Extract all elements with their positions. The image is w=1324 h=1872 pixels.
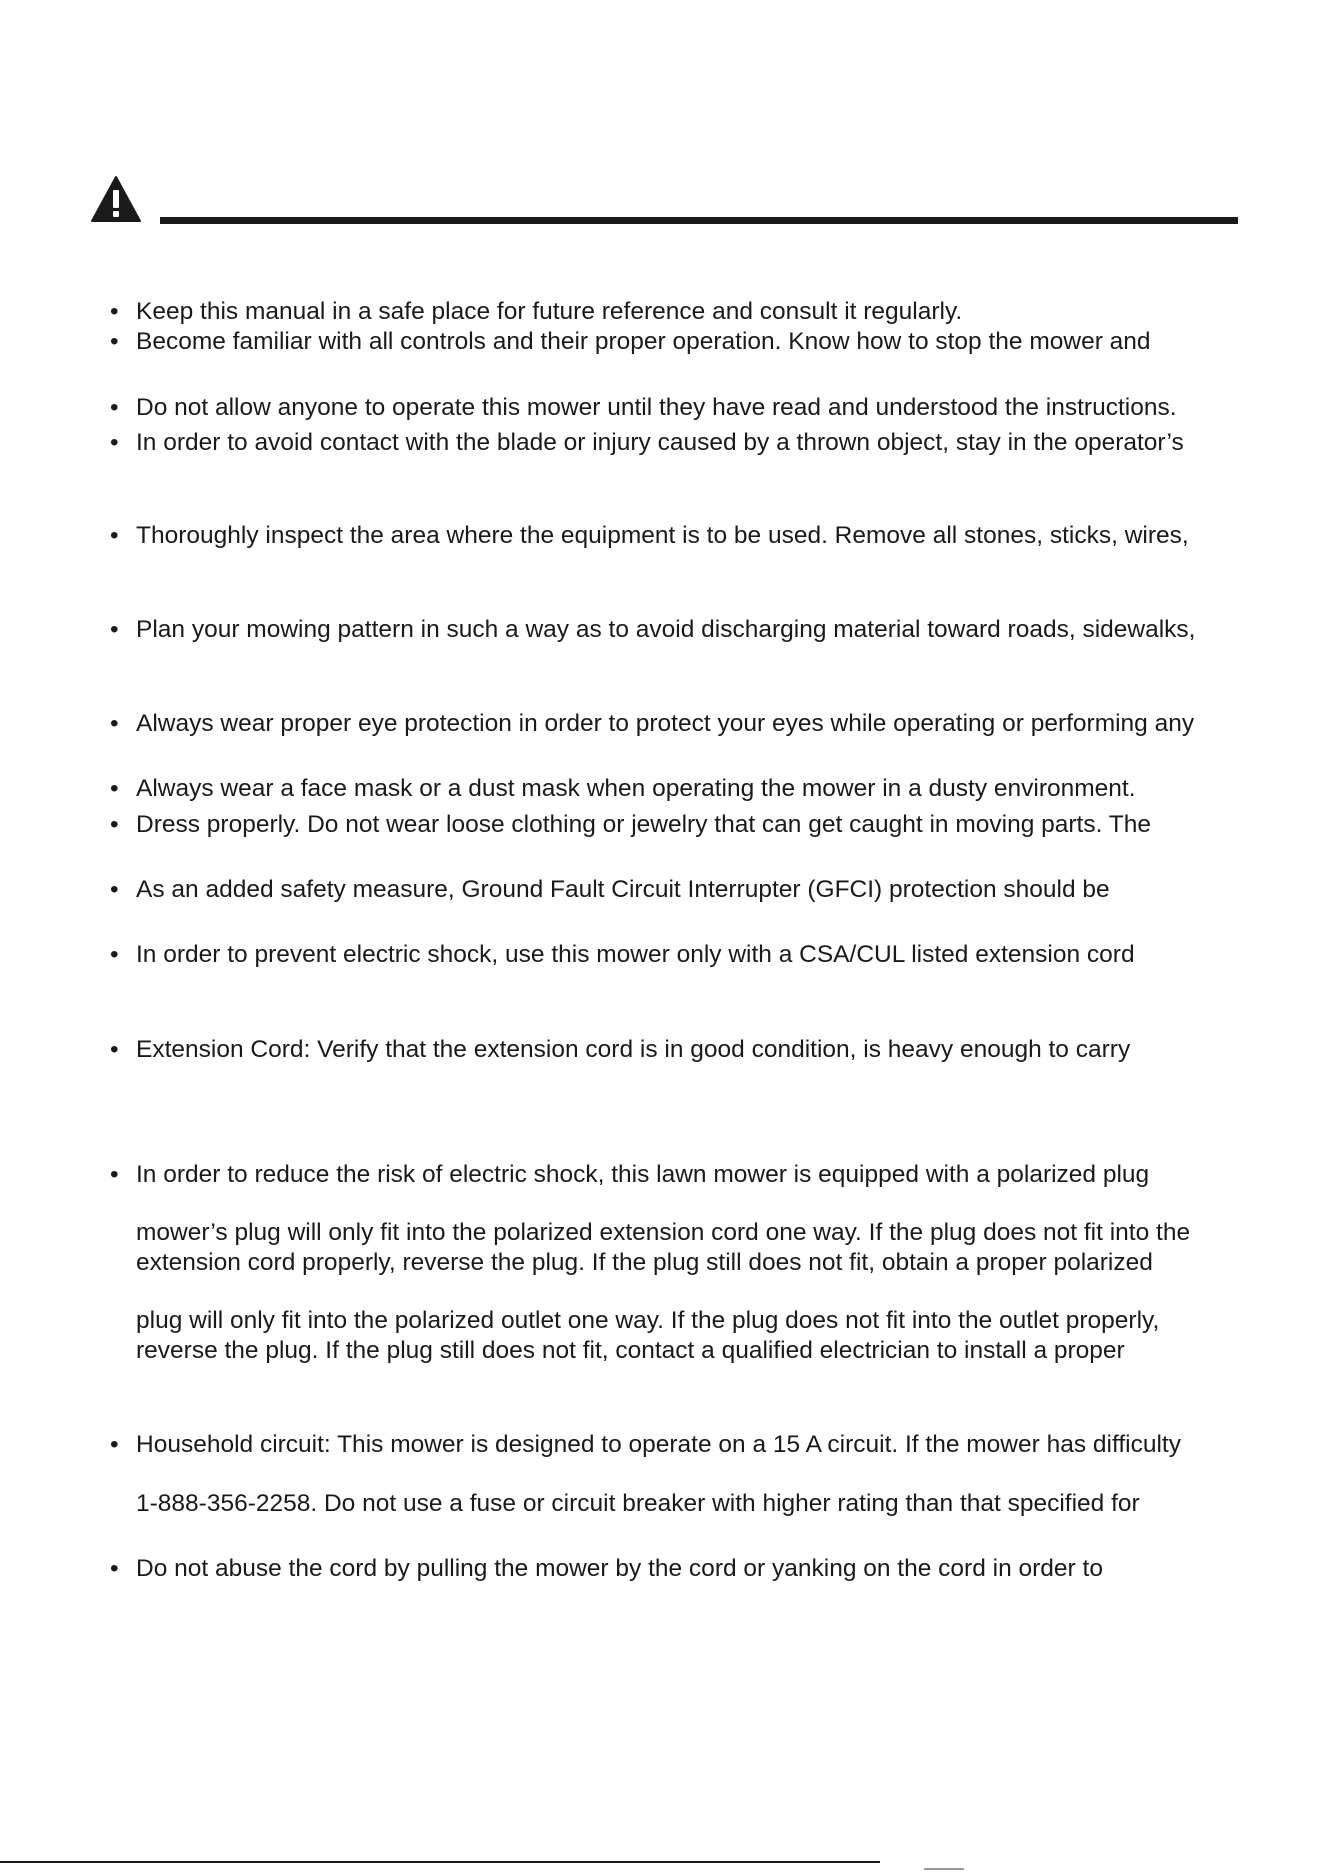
bullet: •: [110, 616, 119, 643]
text-line: 1-888-356-2258. Do not use a fuse or circuit breaker with higher rating than that specified for: [136, 1490, 1140, 1517]
footer-rule: [0, 1861, 880, 1863]
text-line: plug will only fit into the polarized outlet one way. If the plug does not fit into the outlet properly,: [136, 1307, 1160, 1334]
bullet: •: [110, 1161, 119, 1188]
text-line: mower’s plug will only fit into the polarized extension cord one way. If the plug does not fit into the: [136, 1219, 1191, 1246]
text-line: extension cord properly, reverse the plug. If the plug still does not fit, obtain a proper polarized: [136, 1249, 1153, 1276]
text-line: In order to avoid contact with the blade or injury caused by a thrown object, stay in the operator’s: [136, 429, 1184, 456]
text-line: Household circuit: This mower is designed to operate on a 15 A circuit. If the mower has difficulty: [136, 1431, 1181, 1458]
bullet: •: [110, 522, 119, 549]
text-line: Thoroughly inspect the area where the equipment is to be used. Remove all stones, sticks, wires,: [136, 522, 1189, 549]
bullet: •: [110, 298, 119, 325]
bullet: •: [110, 1555, 119, 1582]
text-line: In order to prevent electric shock, use this mower only with a CSA/CUL listed extension cord: [136, 941, 1135, 968]
text-line: Always wear a face mask or a dust mask when operating the mower in a dusty environment.: [136, 775, 1136, 802]
bullet: •: [110, 1431, 119, 1458]
text-line: Always wear proper eye protection in order to protect your eyes while operating or performing any: [136, 710, 1195, 737]
bullet: •: [110, 394, 119, 421]
text-line: Keep this manual in a safe place for future reference and consult it regularly.: [136, 298, 963, 325]
bullet: •: [110, 710, 119, 737]
warning-triangle-icon: [90, 175, 142, 223]
bullet: •: [110, 328, 119, 355]
text-line: Do not allow anyone to operate this mower until they have read and understood the instructions.: [136, 394, 1177, 421]
text-line: reverse the plug. If the plug still does not fit, contact a qualified electrician to install a proper: [136, 1337, 1125, 1364]
bullet: •: [110, 876, 119, 903]
text-line: In order to reduce the risk of electric shock, this lawn mower is equipped with a polarized plug: [136, 1161, 1150, 1188]
header-rule: [160, 217, 1238, 224]
text-line: Become familiar with all controls and their proper operation. Know how to stop the mower and: [136, 328, 1151, 355]
bullet: •: [110, 775, 119, 802]
footer-mark: [924, 1868, 964, 1870]
text-line: Plan your mowing pattern in such a way as to avoid discharging material toward roads, sidewalks,: [136, 616, 1196, 643]
text-line: Extension Cord: Verify that the extension cord is in good condition, is heavy enough to carry: [136, 1036, 1131, 1063]
bullet: •: [110, 1036, 119, 1063]
safety-header: [0, 0, 1324, 240]
bullet: •: [110, 811, 119, 838]
text-line: Do not abuse the cord by pulling the mower by the cord or yanking on the cord in order to: [136, 1555, 1103, 1582]
text-line: As an added safety measure, Ground Fault Circuit Interrupter (GFCI) protection should be: [136, 876, 1110, 903]
text-line: Dress properly. Do not wear loose clothing or jewelry that can get caught in moving parts. The: [136, 811, 1151, 838]
bullet: •: [110, 941, 119, 968]
bullet: •: [110, 429, 119, 456]
